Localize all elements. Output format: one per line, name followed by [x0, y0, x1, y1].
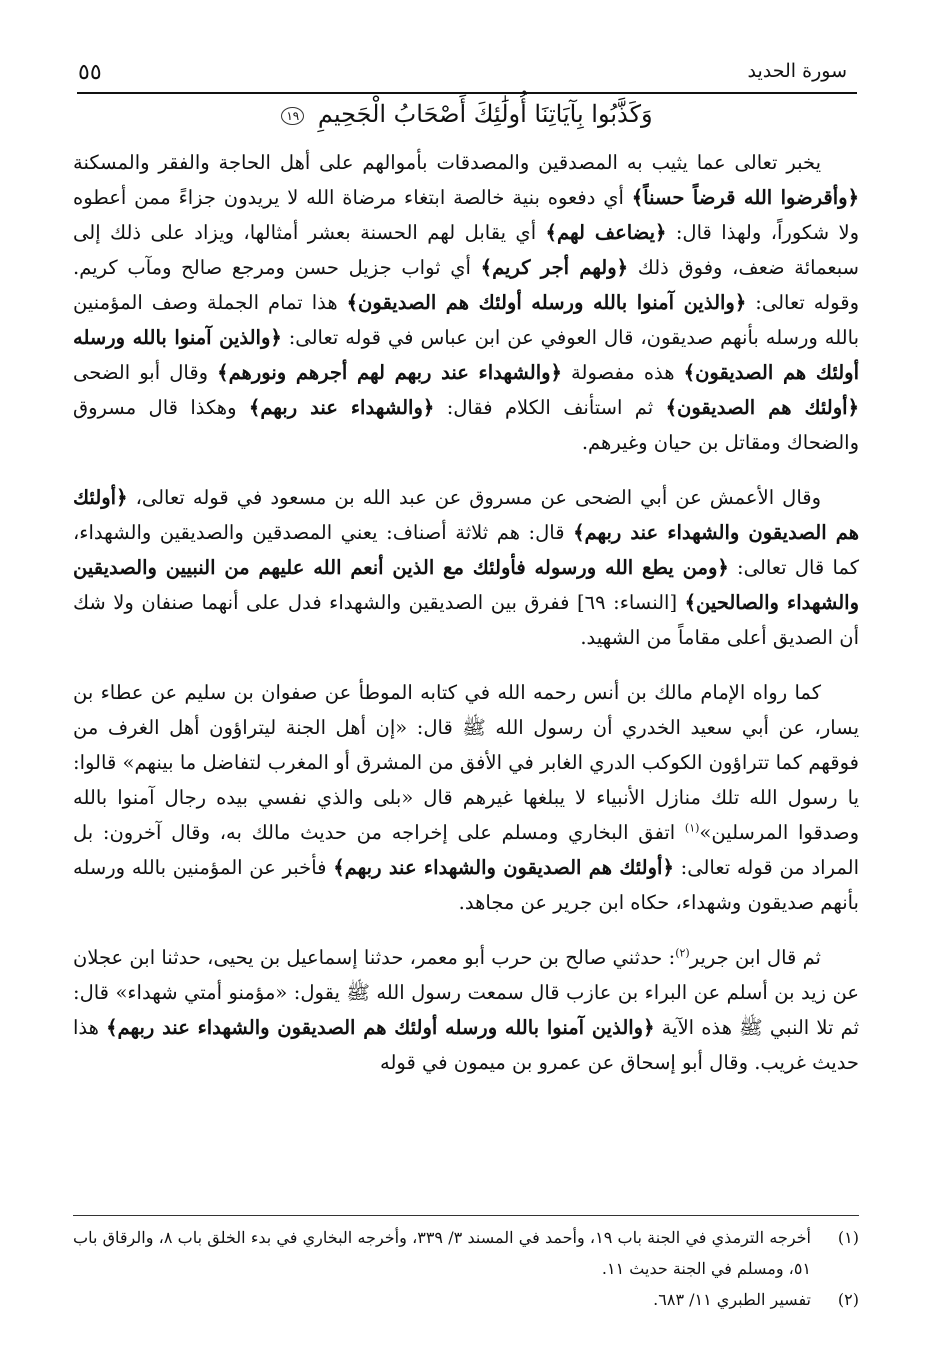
footnote-number: (١): [837, 1228, 859, 1247]
text-run: يخبر تعالى عما يثيب به المصدقين والمصدقات بأموالهم على أهل الحاجة والفقر والمسكنة: [73, 151, 821, 174]
commentary-body: [73, 145, 859, 1100]
text-run: أي ثواب جزيل حسن ومرجع صالح ومآب كريم. وقوله تعالى:: [73, 256, 859, 314]
footnote-divider: [73, 1215, 859, 1216]
text-run: [النساء: ٦٩] ففرق بين الصديقين والشهداء فدل على أنهما صنفان ولا شك أن الصديق أعلى مقاماً من الشهيد.: [73, 591, 859, 649]
text-run: : حدثني صالح بن حرب أبو معمر، حدثنا إسماعيل بن يحيى، حدثنا ابن عجلان عن زيد بن أسلم عن البراء بن عازب قال سمعت رسول الله ﷺ يقول: «مؤمنو أمتي شهداء» قال: ثم تلا النبي ﷺ هذه الآية: [73, 946, 859, 1039]
quran-quote: ﴿والذين آمنوا بالله ورسله أولئك هم الصديقون والشهداء عند ربهم﴾: [106, 1016, 655, 1039]
page-number: ٥٥: [78, 60, 102, 85]
paragraph: [73, 480, 859, 655]
text-run: هذه مفصولة: [561, 361, 684, 384]
text-run: هذا تمام الجملة وصف المؤمنين بالله ورسله بأنهم صديقون، قال العوفي عن ابن عباس في قوله تعالى:: [73, 291, 859, 349]
quran-quote: ﴿والشهداء عند ربهم لهم أجرهم ونورهم﴾: [217, 361, 562, 384]
footnote-number: (٢): [837, 1290, 859, 1309]
verse-text: وَكَذَّبُوا بِآيَاتِنَا أُولَٰئِكَ أَصْحَابُ الْجَحِيمِ: [317, 100, 653, 128]
quran-quote: ﴿وأقرضوا الله قرضاً حسناً﴾: [631, 186, 859, 209]
text-run: هذا حديث غريب. وقال أبو إسحاق عن عمرو بن ميمون في قوله: [73, 1016, 859, 1074]
text-run: ثم قال ابن جرير: [689, 946, 821, 969]
header-divider: [77, 92, 857, 94]
text-run: كما رواه الإمام مالك بن أنس رحمه الله في كتابه الموطأ عن صفوان بن سليم عن عطاء بن يسار، عن أبي سعيد الخدري أن رسول الله ﷺ قال: «إن أهل الجنة ليتراؤون أهل الغرف من فوقهم كما تتراؤون الكوكب الدري الغابر في الأفق من المشرق أو المغرب لتفاضل ما بينهم» قالوا: يا رسول الله تلك منازل الأنبياء لا يبلغها غيرهم قال «بلى والذي نفسي بيده رجال آمنوا بالله وصدقوا المرسلين»: [73, 681, 859, 844]
text-run: وهكذا قال مسروق والضحاك ومقاتل بن حيان وغيرهم.: [73, 396, 859, 454]
quran-quote: ﴿يضاعف لهم﴾: [545, 221, 667, 244]
text-run: أي دفعوه بنية خالصة ابتغاء مرضاة الله لا يريدون جزاءً ممن أعطوه ولا شكوراً، ولهذا قال:: [73, 186, 859, 244]
quran-quote: ﴿أولئك هم الصديقون﴾: [665, 396, 859, 419]
text-run: وقال الأعمش عن أبي الضحى عن مسروق عن عبد الله بن مسعود في قوله تعالى،: [127, 486, 821, 509]
text-run: ثم استأنف الكلام فقال:: [434, 396, 666, 419]
quran-quote: ﴿ولهم أجر كريم﴾: [480, 256, 629, 279]
paragraph: [73, 145, 859, 460]
footnote-item: [73, 1284, 859, 1315]
footnote-text: أخرجه الترمذي في الجنة باب ١٩، وأحمد في المسند ٣/ ٣٣٩، وأخرجه البخاري في بدء الخلق باب ٨، والرقاق باب ٥١، ومسلم في الجنة حديث ١١.: [73, 1228, 811, 1278]
text-run: وقال أبو الضحى: [73, 361, 218, 384]
paragraph: [73, 675, 859, 920]
footnote-item: [73, 1222, 859, 1284]
running-header-surah: سورة الحديد: [747, 60, 847, 82]
text-run: قال: هم ثلاثة أصناف: يعني المصدقين والصديقين والشهداء، كما قال تعالى:: [73, 521, 859, 579]
footnote-text: تفسير الطبري ١١/ ٦٨٣.: [653, 1290, 811, 1309]
text-run: فأخبر عن المؤمنين بالله ورسله بأنهم صديقون وشهداء، حكاه ابن جرير عن مجاهد.: [73, 856, 859, 914]
footnotes: [73, 1222, 859, 1315]
footnote-ref[interactable]: (١): [684, 821, 700, 835]
footnote-ref[interactable]: (٢): [675, 946, 690, 960]
verse-number-marker: ١٩: [281, 107, 304, 125]
quran-quote: ﴿أولئك هم الصديقون والشهداء عند ربهم﴾: [73, 486, 859, 544]
paragraph: [73, 940, 859, 1080]
quran-quote: ﴿أولئك هم الصديقون والشهداء عند ربهم﴾: [333, 856, 674, 879]
quran-verse: [0, 100, 934, 128]
text-run: اتفق البخاري ومسلم على إخراجه من حديث مالك به، وقال آخرون: بل المراد من قوله تعالى:: [73, 821, 859, 879]
quran-quote: ﴿والشهداء عند ربهم﴾: [248, 396, 435, 419]
quran-quote: ﴿ومن يطع الله ورسوله فأولئك مع الذين أنعم الله عليهم من النبيين والصديقين والشهداء والصالحين﴾: [73, 556, 860, 614]
quran-quote: ﴿والذين آمنوا بالله ورسله أولئك هم الصديقون﴾: [73, 326, 859, 384]
quran-quote: ﴿والذين آمنوا بالله ورسله أولئك هم الصديقون﴾: [346, 291, 747, 314]
text-run: أي يقابل لهم الحسنة بعشر أمثالها، ويزاد على ذلك إلى سبعمائة ضعف، وفوق ذلك: [73, 221, 859, 279]
